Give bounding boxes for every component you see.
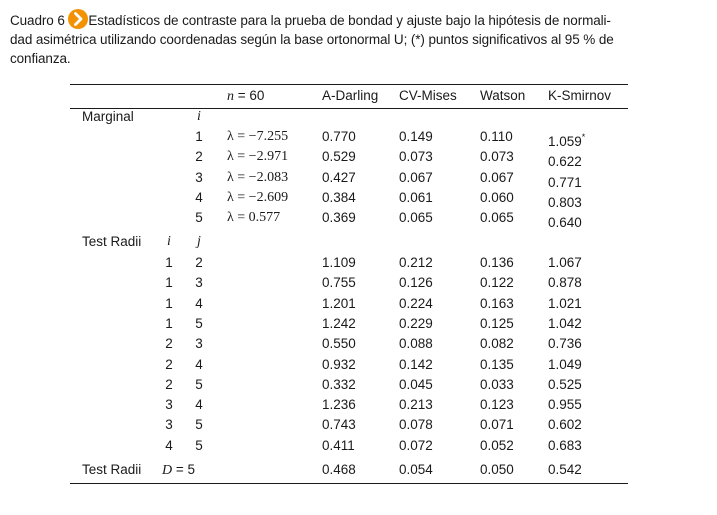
radii-j-value: 3 (195, 275, 203, 291)
marginal-index: 5 (195, 210, 203, 226)
cv-mises-value: 0.078 (399, 417, 433, 433)
table-row (70, 355, 628, 375)
a-darling-value: 0.770 (322, 129, 356, 144)
watson-value: 0.135 (480, 356, 514, 372)
radii-j-label: j (197, 234, 201, 249)
watson-value: 0.122 (480, 275, 514, 291)
table-row (70, 127, 628, 147)
total-ks: 0.542 (548, 462, 582, 477)
watson-value: 0.060 (480, 189, 514, 205)
table-row (70, 208, 628, 231)
marginal-index: 2 (195, 149, 203, 165)
a-darling-value: 0.743 (322, 417, 356, 433)
k-smirnov-value: 1.021 (548, 295, 582, 311)
a-darling-value: 0.384 (322, 189, 356, 205)
watson-value: 0.163 (480, 295, 514, 311)
k-smirnov-value: 1.059 (548, 134, 582, 149)
table-row (70, 253, 628, 273)
radii-j-value: 5 (195, 376, 203, 392)
watson-value: 0.136 (480, 255, 514, 270)
marginal-index-label: i (197, 109, 201, 124)
significance-mark: * (581, 132, 586, 142)
radii-j-value: 4 (195, 295, 203, 311)
k-smirnov-value: 0.736 (548, 336, 582, 352)
a-darling-value: 1.109 (322, 255, 356, 270)
table-row (70, 395, 628, 415)
caption-line-3: confianza. (10, 51, 71, 66)
lambda-value: λ = 0.577 (227, 210, 281, 226)
radii-j-value: 5 (195, 315, 203, 331)
watson-value: 0.082 (480, 336, 514, 352)
watson-value: 0.033 (480, 376, 514, 392)
caption-line-2: dad asimétrica utilizando coordenadas según la base ortonormal U; (*) puntos significativos al 95 % de (10, 32, 614, 47)
table-row (70, 168, 628, 188)
k-smirnov-value: 1.042 (548, 315, 582, 331)
watson-value: 0.052 (480, 437, 514, 453)
total-label: Test Radii (82, 462, 142, 477)
lambda-value: λ = −2.609 (227, 189, 289, 205)
table-row (70, 294, 628, 314)
marginal-label: Marginal (82, 109, 134, 124)
radii-i-value: 1 (165, 275, 173, 291)
a-darling-value: 0.411 (322, 437, 355, 453)
cv-mises-value: 0.126 (399, 275, 433, 291)
watson-value: 0.125 (480, 315, 514, 331)
radii-i-value: 1 (165, 315, 173, 331)
header-cv-mises: CV-Mises (399, 88, 457, 103)
cv-mises-value: 0.067 (399, 169, 433, 185)
k-smirnov-cell (548, 208, 582, 233)
k-smirnov-value: 0.771 (548, 174, 582, 190)
k-smirnov-value: 0.622 (548, 154, 582, 170)
total-ad: 0.468 (322, 462, 356, 477)
cv-mises-value: 0.149 (399, 129, 433, 144)
watson-value: 0.073 (480, 149, 514, 165)
a-darling-value: 0.529 (322, 149, 356, 165)
table-row (70, 273, 628, 293)
cv-mises-value: 0.045 (399, 376, 433, 392)
lambda-value: λ = −2.083 (227, 169, 289, 185)
k-smirnov-value: 0.683 (548, 437, 582, 453)
watson-value: 0.071 (480, 417, 514, 433)
marginal-index: 4 (195, 189, 203, 205)
radii-i-value: 2 (165, 356, 173, 372)
header-a-darling: A-Darling (322, 88, 379, 103)
table-row (70, 436, 628, 456)
a-darling-value: 1.242 (322, 315, 356, 331)
radii-j-value: 5 (195, 437, 203, 453)
marginal-index: 1 (195, 129, 203, 144)
marginal-index: 3 (195, 169, 203, 185)
cv-mises-value: 0.142 (399, 356, 433, 372)
radii-i-value: 2 (165, 336, 173, 352)
table-row (70, 147, 628, 170)
radii-i-value: 3 (165, 417, 173, 433)
header-watson: Watson (480, 88, 526, 103)
k-smirnov-value: 0.602 (548, 417, 582, 433)
k-smirnov-value: 0.640 (548, 215, 582, 231)
radii-i-value: 4 (165, 437, 173, 453)
k-smirnov-value: 1.067 (548, 255, 582, 270)
table-row (70, 314, 628, 334)
cv-mises-value: 0.229 (399, 315, 433, 331)
a-darling-value: 0.369 (322, 210, 356, 226)
a-darling-value: 0.932 (322, 356, 356, 372)
watson-value: 0.123 (480, 397, 514, 413)
table-row (70, 188, 628, 208)
watson-value: 0.067 (480, 169, 514, 185)
total-cv: 0.054 (399, 462, 433, 477)
caption-prefix: Cuadro 6 (10, 13, 65, 28)
top-rule (70, 84, 628, 85)
radii-i-value: 3 (165, 397, 173, 413)
lambda-value: λ = −7.255 (227, 129, 289, 144)
header-row (70, 86, 628, 106)
radii-j-value: 2 (195, 255, 203, 270)
a-darling-value: 0.427 (322, 169, 356, 185)
total-row (70, 460, 628, 480)
a-darling-value: 1.236 (322, 397, 356, 413)
radii-heading-row (70, 232, 628, 252)
k-smirnov-value: 0.878 (548, 275, 582, 291)
k-smirnov-value: 0.803 (548, 194, 582, 210)
radii-i-value: 1 (165, 295, 173, 311)
k-smirnov-value: 1.049 (548, 356, 582, 372)
table-row (70, 375, 628, 395)
cv-mises-value: 0.072 (399, 437, 433, 453)
cv-mises-value: 0.224 (399, 295, 433, 311)
radii-i-label: i (167, 234, 171, 249)
arrow-right-icon (68, 9, 88, 29)
radii-i-value: 1 (165, 255, 173, 270)
a-darling-value: 0.550 (322, 336, 356, 352)
cv-mises-value: 0.212 (399, 255, 433, 270)
radii-i-value: 2 (165, 376, 173, 392)
radii-j-value: 5 (195, 417, 203, 433)
caption-line-1: Estadísticos de contraste para la prueba de bondad y ajuste bajo la hipótesis de normali- (88, 13, 611, 28)
cv-mises-value: 0.061 (399, 189, 433, 205)
a-darling-value: 0.332 (322, 376, 356, 392)
k-smirnov-value: 0.955 (548, 397, 582, 413)
cv-mises-value: 0.088 (399, 336, 433, 352)
radii-label: Test Radii (82, 234, 142, 249)
header-k-smirnov: K-Smirnov (548, 88, 612, 103)
table-caption (10, 9, 710, 68)
radii-j-value: 4 (195, 397, 203, 413)
header-n: n = 60 (227, 88, 265, 104)
radii-j-value: 4 (195, 356, 203, 372)
a-darling-value: 0.755 (322, 275, 356, 291)
watson-value: 0.110 (480, 129, 513, 144)
radii-j-value: 3 (195, 336, 203, 352)
total-wa: 0.050 (480, 462, 514, 477)
bottom-rule (70, 483, 628, 484)
table-row (70, 334, 628, 354)
marginal-heading-row (70, 107, 628, 127)
k-smirnov-value: 0.525 (548, 376, 582, 392)
watson-value: 0.065 (480, 210, 514, 226)
cv-mises-value: 0.073 (399, 149, 433, 165)
a-darling-value: 1.201 (322, 295, 356, 311)
total-d: D = 5 (162, 462, 196, 478)
table-row (70, 415, 628, 435)
lambda-value: λ = −2.971 (227, 149, 289, 165)
cv-mises-value: 0.213 (399, 397, 433, 413)
cv-mises-value: 0.065 (399, 210, 433, 226)
